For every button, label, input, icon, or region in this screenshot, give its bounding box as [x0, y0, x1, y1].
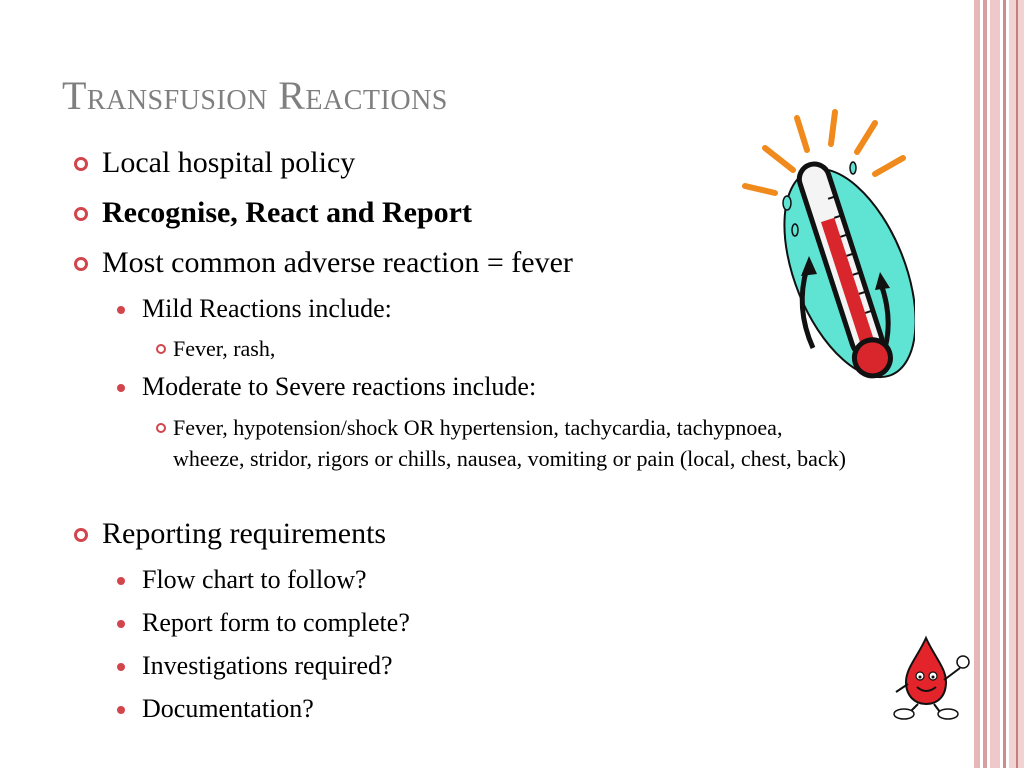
- blood-drop-mascot-icon: [888, 632, 978, 722]
- bullet-ring-icon: [74, 528, 88, 542]
- thermometer-icon: [735, 108, 915, 398]
- bullet-dot-icon: [117, 306, 125, 314]
- border-stripe: [983, 0, 987, 768]
- bullet-text: Fever, hypotension/shock OR hypertension, tachycardia, tachypnoea, wheeze, stridor, rigors or chills, nausea, vomiting or pain (local, chest, back): [173, 415, 846, 471]
- bullet-text: Report form to complete?: [142, 608, 410, 637]
- bullet-text: Flow chart to follow?: [142, 565, 367, 594]
- slide-title: Transfusion Reactions: [62, 73, 448, 118]
- bullet-text: Local hospital policy: [102, 146, 356, 179]
- bullet-text: Mild Reactions include:: [142, 294, 392, 323]
- bullet-ring-icon: [156, 344, 166, 354]
- bullet-dot-icon: [117, 663, 125, 671]
- bullet-text: Recognise, React and Report: [102, 196, 472, 229]
- border-stripe: [1016, 0, 1018, 768]
- border-stripe: [1003, 0, 1006, 768]
- bullet-ring-icon: [156, 423, 166, 433]
- bullet-text: Investigations required?: [142, 651, 393, 680]
- bullet-ring-icon: [74, 157, 88, 171]
- bullet-ring-icon: [74, 207, 88, 221]
- bullet-text: Moderate to Severe reactions include:: [142, 372, 537, 401]
- bullet-dot-icon: [117, 384, 125, 392]
- bullet-dot-icon: [117, 706, 125, 714]
- bullet-dot-icon: [117, 620, 125, 628]
- bullet-text: Fever, rash,: [173, 336, 276, 361]
- bullet-ring-icon: [74, 257, 88, 271]
- bullet-dot-icon: [117, 577, 125, 585]
- bullet-text: Most common adverse reaction = fever: [102, 246, 573, 279]
- bullet-text: Documentation?: [142, 694, 314, 723]
- border-stripe: [990, 0, 1000, 768]
- bullet-text: Reporting requirements: [102, 517, 387, 550]
